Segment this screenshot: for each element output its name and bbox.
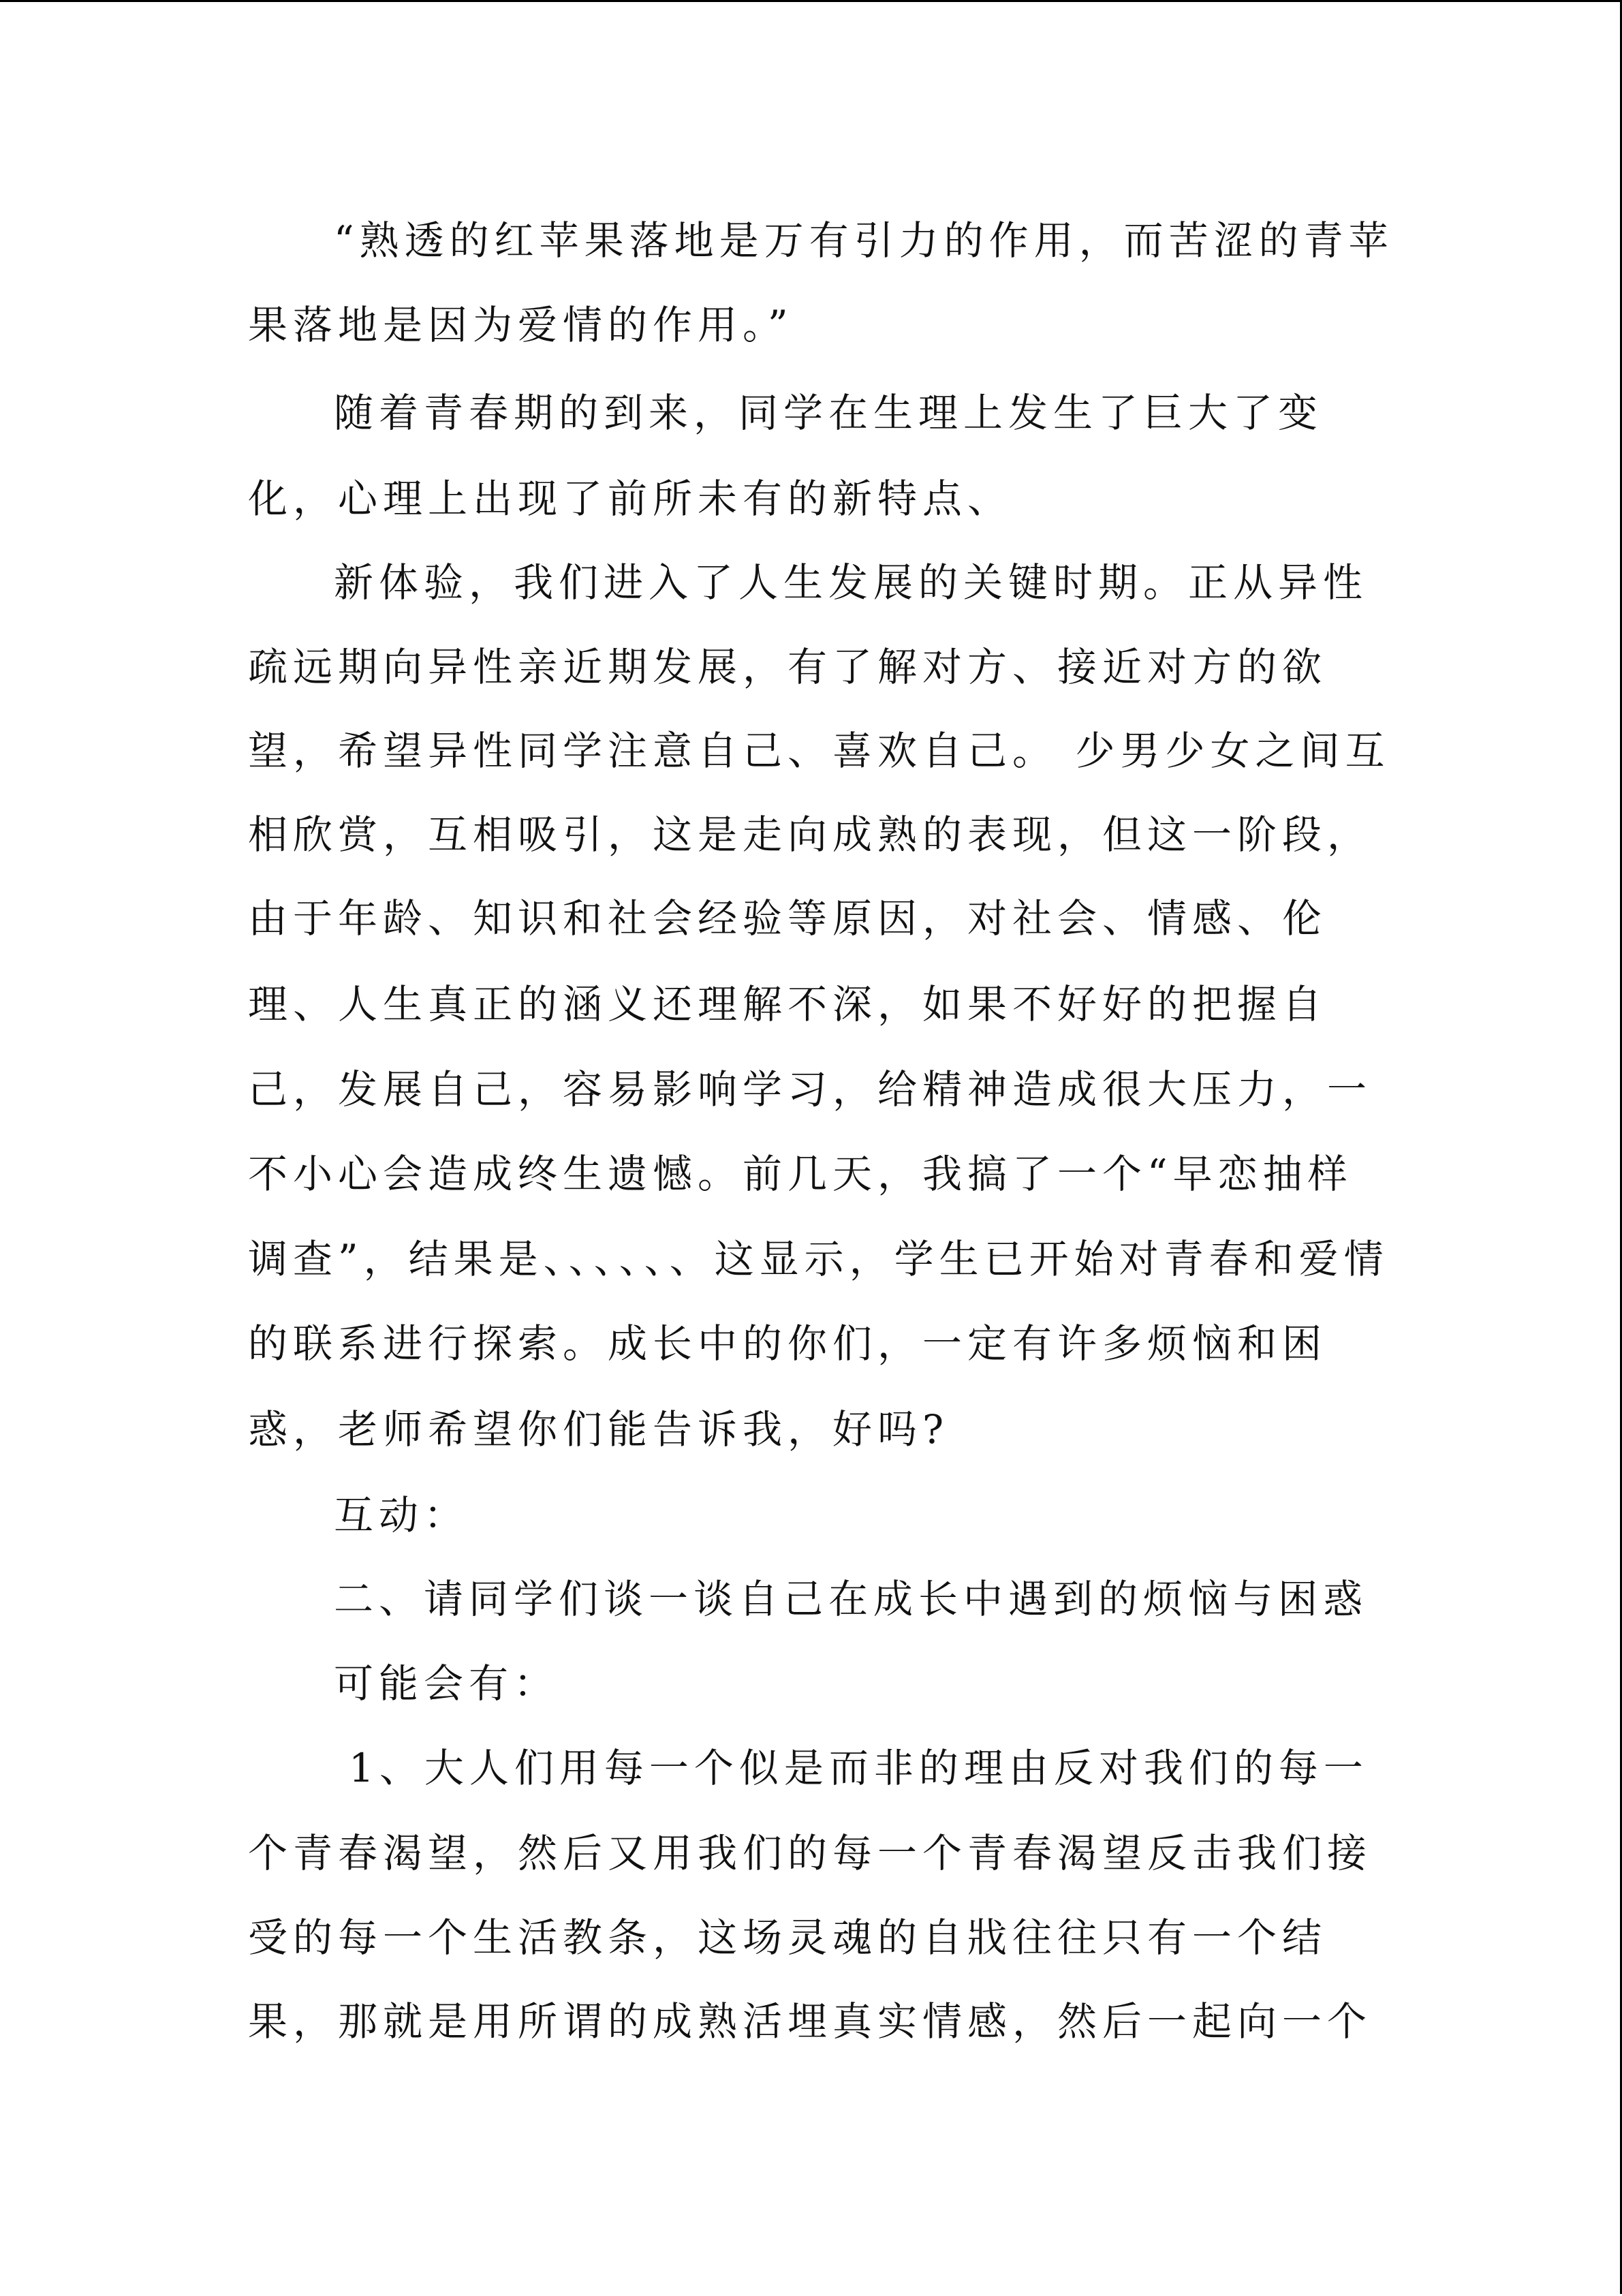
- text-line: “熟透的红苹果落地是万有引力的作用，而苦涩的青苹: [334, 217, 1394, 264]
- document-body: [0, 2, 1622, 2296]
- text-line: 由于年龄、知识和社会经验等原因，对社会、情感、伦: [248, 895, 1328, 942]
- text-line: 果落地是因为爱情的作用。”: [248, 302, 794, 348]
- text-line: 可能会有：: [334, 1660, 559, 1707]
- text-line: 理、人生真正的涵义还理解不深，如果不好好的把握自: [248, 981, 1328, 1027]
- text-line: 新体验，我们进入了人生发展的关键时期。正从异性: [334, 559, 1369, 606]
- text-line: 疏远期向异性亲近期发展，有了解对方、接近对方的欲: [248, 644, 1328, 690]
- text-line: 调查”，结果是、、、、、、这显示，学生已开始对青春和爱情: [248, 1236, 1389, 1282]
- text-line: 互动：: [334, 1492, 469, 1538]
- text-line: 个青春渴望，然后又用我们的每一个青春渴望反击我们接: [248, 1830, 1373, 1876]
- text-line: 果，那就是用所谓的成熟活埋真实情感，然后一起向一个: [248, 1998, 1373, 2045]
- text-line: 的联系进行探索。成长中的你们，一定有许多烦恼和困: [248, 1320, 1328, 1367]
- text-line: 惑，老师希望你们能告诉我，好吗?: [248, 1406, 950, 1453]
- text-line: 相欣赏，互相吸引，这是走向成熟的表现，但这一阶段，: [248, 811, 1373, 858]
- text-line: 受的每一个生活教条，这场灵魂的自戕往往只有一个结: [248, 1914, 1328, 1961]
- text-line: 二、请同学们谈一谈自己在成长中遇到的烦恼与困惑: [334, 1576, 1369, 1622]
- text-line: 化，心理上出现了前所未有的新特点、: [248, 476, 1013, 522]
- text-line: 己，发展自己，容易影响学习，给精神造成很大压力，一: [248, 1066, 1373, 1113]
- text-line: 1、大人们用每一个似是而非的理由反对我们的每一: [349, 1745, 1369, 1791]
- text-line: 随着青春期的到来，同学在生理上发生了巨大了变: [334, 390, 1324, 436]
- text-line: 不小心会造成终生遗憾。前几天，我搞了一个“早恋抽样: [248, 1151, 1353, 1197]
- text-line: 望，希望异性同学注意自己、喜欢自己。 少男少女之间互: [248, 728, 1390, 774]
